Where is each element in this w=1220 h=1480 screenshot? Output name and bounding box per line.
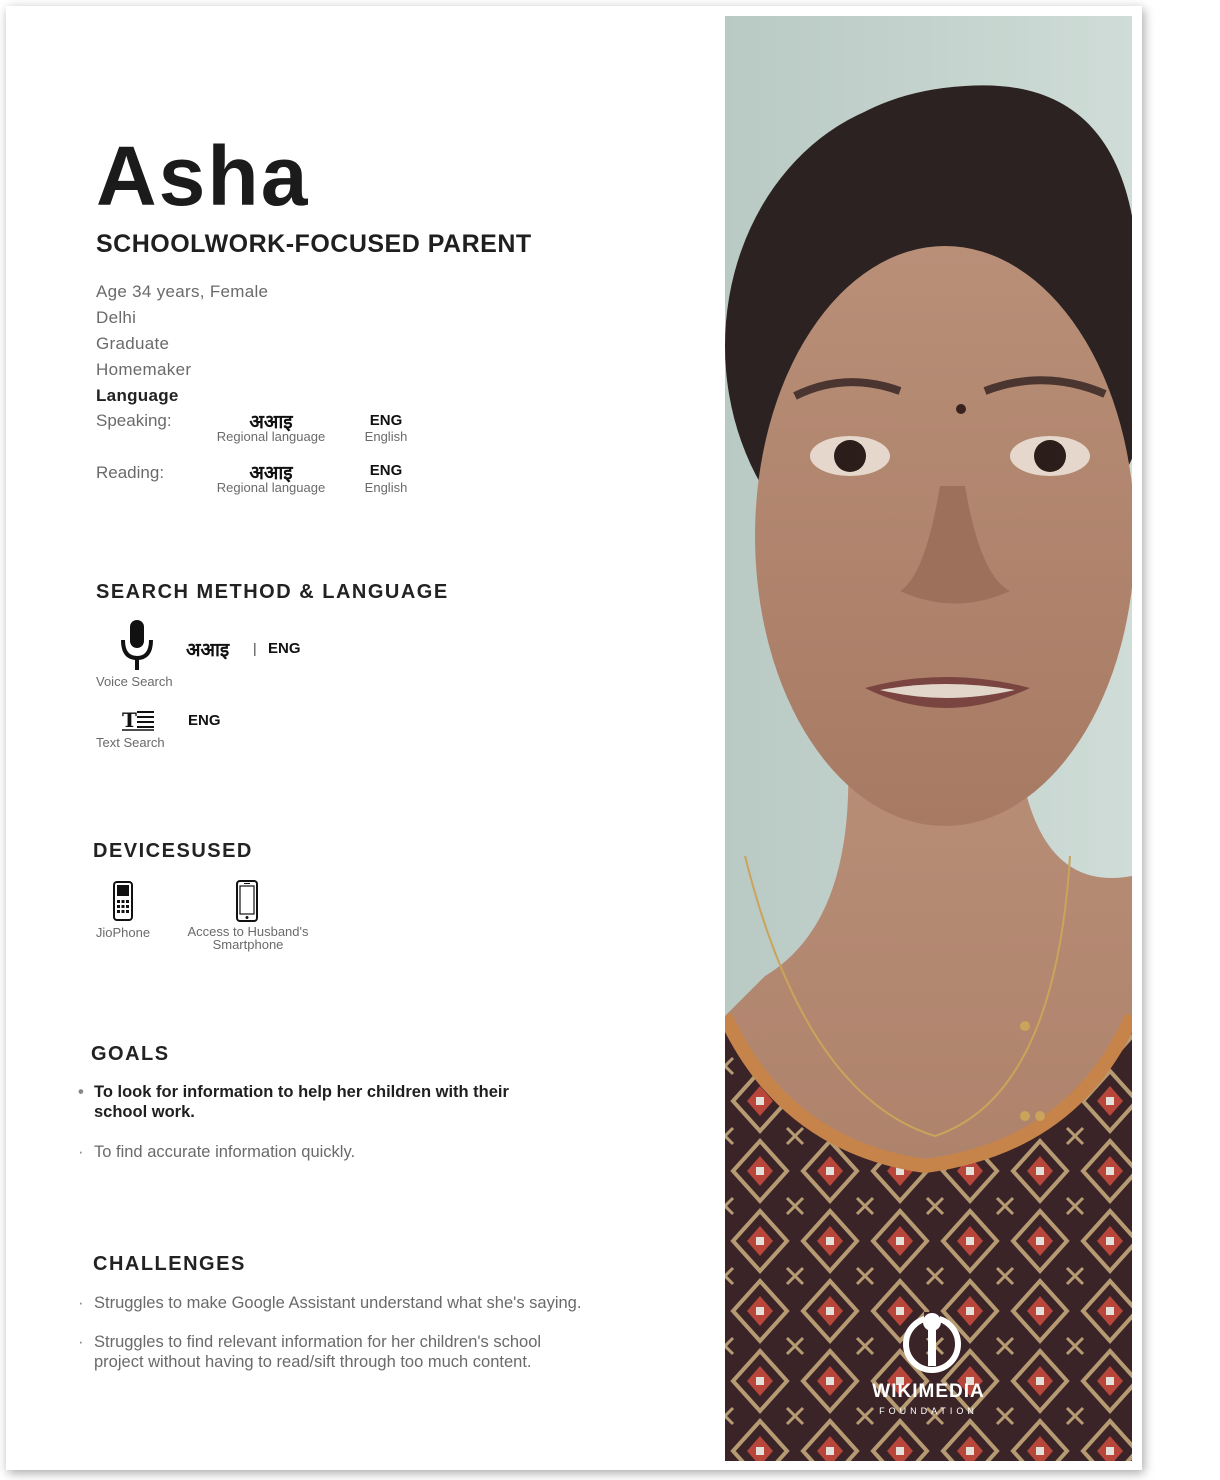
reading-regional-script: अआइ (249, 463, 293, 484)
speaking-label: Speaking: (96, 411, 172, 430)
persona-name: Asha (96, 129, 310, 223)
challenge-item (78, 1332, 694, 1372)
voice-eng-code: ENG (268, 640, 301, 657)
challenge-2-line2: project without having to read/sift through too much content. (94, 1353, 532, 1371)
challenge-item (78, 1293, 694, 1313)
goal-1-line1: To look for information to help her children with their (94, 1083, 509, 1101)
challenge-2-line1: Struggles to find relevant information for her children's school (94, 1333, 542, 1351)
wikimedia-foundation-label: FOUNDATION (879, 1406, 978, 1416)
bullet-dot: · (78, 1333, 84, 1351)
devices-heading-a: DEVICES (93, 840, 192, 862)
device-smartphone-label (176, 925, 320, 951)
reading-eng-caption: English (364, 480, 408, 495)
feature-phone-icon (113, 881, 133, 921)
voice-separator: | (253, 640, 257, 656)
challenge-1-line1: Struggles to make Google Assistant understand what she's saying. (94, 1294, 582, 1312)
goals-heading: GOALS (91, 1043, 170, 1065)
voice-regional-script: अआइ (186, 640, 230, 661)
detail-age: Age 34 years, Female (96, 282, 269, 301)
search-heading: SEARCH METHOD & LANGUAGE (96, 581, 449, 603)
devices-heading (93, 840, 253, 863)
smartphone-icon (236, 880, 258, 922)
persona-photo (725, 16, 1132, 1461)
device-smartphone-label-line2: Smartphone (212, 937, 284, 952)
speaking-eng-caption: English (364, 429, 408, 444)
svg-text:T: T (122, 709, 137, 731)
goal-item (78, 1142, 614, 1162)
text-search-icon (122, 709, 156, 731)
speaking-eng-code: ENG (369, 412, 403, 429)
text-search-label: Text Search (96, 735, 165, 750)
goal-2-line1: To find accurate information quickly. (94, 1143, 356, 1161)
goal-item (78, 1082, 614, 1122)
devices-heading-b: USED (191, 840, 253, 862)
reading-regional-caption: Regional language (216, 480, 326, 495)
device-smartphone-label-line1: Access to Husband's (187, 924, 309, 939)
detail-occupation: Homemaker (96, 360, 192, 379)
portrait-illustration (725, 16, 1132, 1461)
bullet-dot: • (78, 1083, 84, 1101)
persona-role: SCHOOLWORK-FOCUSED PARENT (96, 230, 532, 258)
speaking-regional-script: अआइ (249, 412, 293, 433)
goal-1-line2: school work. (94, 1103, 195, 1121)
device-jiophone-label: JioPhone (95, 925, 151, 940)
detail-city: Delhi (96, 308, 137, 327)
microphone-icon (118, 618, 156, 674)
bullet-dot: · (78, 1294, 84, 1312)
language-heading: Language (96, 386, 179, 405)
detail-education: Graduate (96, 334, 170, 353)
challenges-heading: CHALLENGES (93, 1253, 246, 1275)
speaking-regional-caption: Regional language (216, 429, 326, 444)
reading-label: Reading: (96, 463, 165, 482)
reading-eng-code: ENG (369, 462, 403, 479)
text-eng-code: ENG (188, 712, 221, 729)
persona-card (6, 6, 1142, 1470)
bullet-dot: · (78, 1143, 84, 1161)
voice-search-label: Voice Search (96, 674, 173, 689)
wikimedia-wordmark: WIKIMEDIA (872, 1381, 985, 1402)
